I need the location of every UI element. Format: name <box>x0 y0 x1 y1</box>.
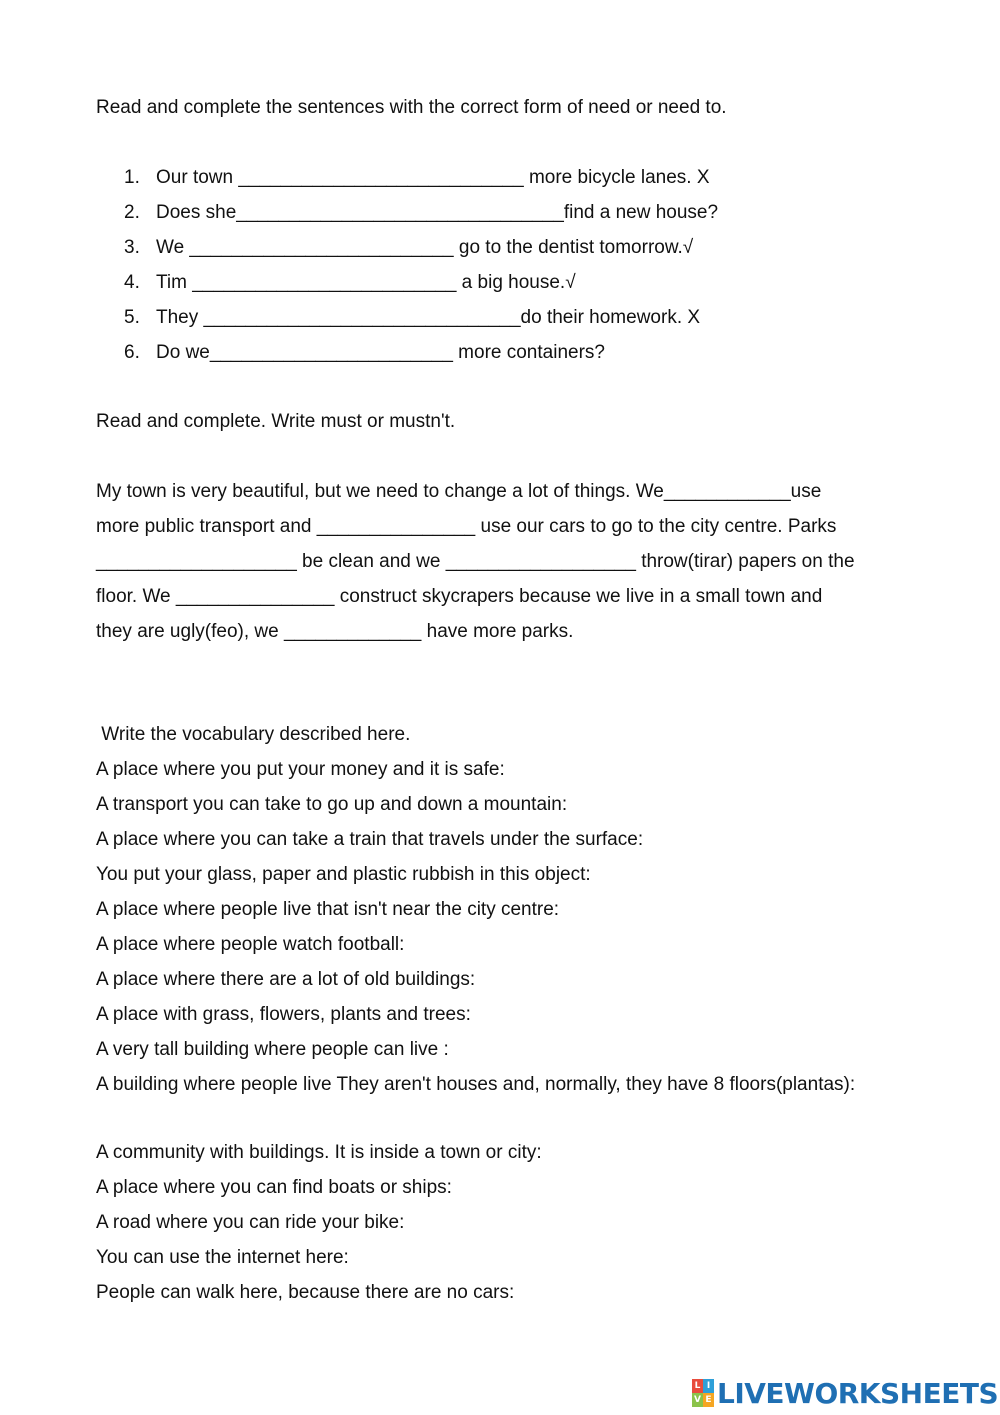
item-number: 1. <box>124 167 140 188</box>
item-number: 2. <box>124 202 140 223</box>
liveworksheets-logo <box>692 1376 998 1410</box>
section1-instruction: Read and complete the sentences with the correct form of need or need to. <box>96 97 727 118</box>
vocabulary-item: A place where people live that isn't near the city centre: <box>96 899 560 920</box>
list-item: Our town ___________________________ more bicycle lanes. X <box>156 167 710 188</box>
paragraph-line: they are ugly(feo), we _____________ have more parks. <box>96 621 574 642</box>
vocabulary-item: A community with buildings. It is inside a town or city: <box>96 1142 542 1163</box>
item-number: 4. <box>124 272 140 293</box>
vocabulary-item: A place where you can find boats or ships: <box>96 1177 452 1198</box>
vocabulary-item: A place with grass, flowers, plants and trees: <box>96 1004 471 1025</box>
vocabulary-item: A place where you can take a train that travels under the surface: <box>96 829 644 850</box>
item-number: 6. <box>124 342 140 363</box>
list-item: Do we_______________________ more containers? <box>156 342 605 363</box>
logo-text: LIVEWORKSHEETS <box>717 1376 999 1410</box>
logo-mark-letter: V <box>692 1393 703 1407</box>
vocabulary-item: A road where you can ride your bike: <box>96 1212 405 1233</box>
vocabulary-item: A place where there are a lot of old buildings: <box>96 969 476 990</box>
vocabulary-item: You can use the internet here: <box>96 1247 349 1268</box>
list-item: We _________________________ go to the dentist tomorrow.√ <box>156 237 694 258</box>
list-item: Does she_______________________________find a new house? <box>156 202 719 223</box>
logo-mark-icon <box>692 1379 714 1407</box>
vocabulary-item: A place where you put your money and it is safe: <box>96 759 505 780</box>
paragraph-line: more public transport and _______________ use our cars to go to the city centre. Parks <box>96 516 837 537</box>
list-item: Tim _________________________ a big house.√ <box>156 272 576 293</box>
vocabulary-item: A very tall building where people can live : <box>96 1039 449 1060</box>
section2-instruction: Read and complete. Write must or mustn't. <box>96 411 456 432</box>
logo-mark-letter: L <box>692 1379 703 1393</box>
vocabulary-item: A transport you can take to go up and down a mountain: <box>96 794 568 815</box>
item-number: 5. <box>124 307 140 328</box>
logo-mark-letter: I <box>703 1379 714 1393</box>
vocabulary-item: People can walk here, because there are no cars: <box>96 1282 515 1303</box>
vocabulary-item: A place where people watch football: <box>96 934 405 955</box>
item-number: 3. <box>124 237 140 258</box>
logo-mark-letter: E <box>703 1393 714 1407</box>
vocabulary-item: A building where people live They aren't houses and, normally, they have 8 floors(plantas): <box>96 1074 856 1095</box>
section3-instruction: Write the vocabulary described here. <box>96 724 411 745</box>
paragraph-line: floor. We _______________ construct skycrapers because we live in a small town and <box>96 586 823 607</box>
list-item: They ______________________________do their homework. X <box>156 307 701 328</box>
paragraph-line: ___________________ be clean and we __________________ throw(tirar) papers on the <box>96 551 855 572</box>
paragraph-line: My town is very beautiful, but we need to change a lot of things. We____________use <box>96 481 822 502</box>
vocabulary-item: You put your glass, paper and plastic rubbish in this object: <box>96 864 591 885</box>
